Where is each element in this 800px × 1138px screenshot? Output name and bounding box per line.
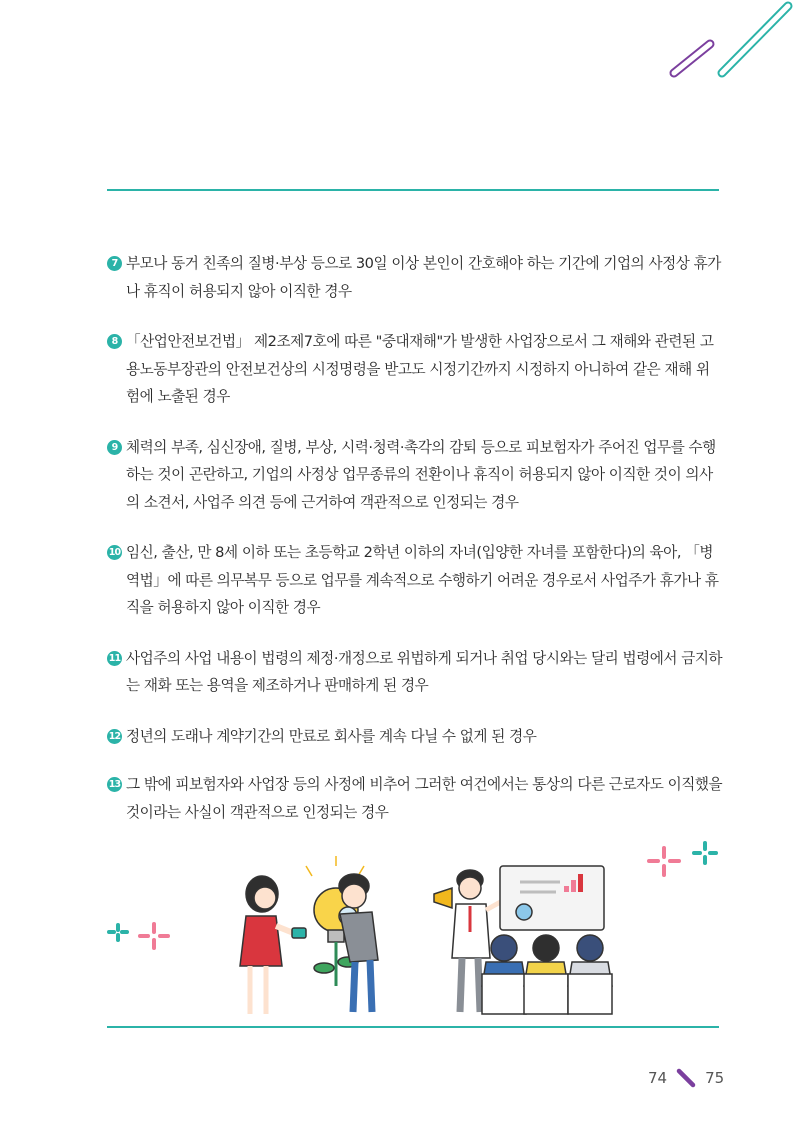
item-text: 임신, 출산, 만 8세 이하 또는 초등학교 2학년 이하의 자녀(입양한 자녀를 포함한다)의 육아, 「병역법」에 따른 의무복무 등으로 업무를 계속적으로 수행하기 어려운 경우로서 사업주가 휴가나 휴직을 허용하지 않아 이직한 경우 <box>126 544 719 616</box>
page-footer <box>648 1066 724 1090</box>
presentation-board-icon <box>500 866 604 930</box>
top-divider <box>107 189 719 191</box>
list-item <box>107 250 723 305</box>
item-number-badge: 13 <box>108 779 121 790</box>
list-item <box>107 771 723 826</box>
list-item <box>107 539 723 622</box>
bottom-divider <box>107 1026 719 1028</box>
list-item <box>107 434 723 517</box>
item-number-badge: 7 <box>107 256 122 271</box>
item-number-badge: 11 <box>108 652 121 664</box>
item-text: 정년의 도래나 계약기간의 만료로 회사를 계속 다닐 수 없게 된 경우 <box>126 727 537 745</box>
page-number-right: 75 <box>705 1069 725 1087</box>
item-text: 부모나 동거 친족의 질병·부상 등으로 30일 이상 본인이 간호해야 하는 기간에 기업의 사정상 휴가나 휴직이 허용되지 않아 이직한 경우 <box>126 255 721 300</box>
item-number-badge: 8 <box>107 334 122 349</box>
list-item <box>107 723 723 751</box>
item-text: 「산업안전보건법」 제2조제7호에 따른 "중대재해"가 발생한 사업장으로서 그 재해와 관련된 고용노동부장관의 안전보건상의 시정명령을 받고도 시정기간까지 시정하지 아니하여 같은 재해 위험에 노출된 경우 <box>126 333 714 405</box>
decorative-pencil-lines-icon <box>660 0 800 90</box>
item-text: 체력의 부족, 심신장애, 질병, 부상, 시력·청력·촉각의 감퇴 등으로 피보험자가 주어진 업무를 수행하는 것이 곤란하고, 기업의 사정상 업무종류의 전환이나 휴직이 허용되지 않아 이직한 것이 의사의 소견서, 사업주 의견 등에 근거하여 객관적으로 인정되는 경우 <box>126 438 716 511</box>
item-text: 사업주의 사업 내용이 법령의 제정·개정으로 위법하게 되거나 취업 당시와는 달리 법령에서 금지하는 재화 또는 용역을 제조하거나 판매하게 된 경우 <box>126 649 723 694</box>
slash-divider-icon <box>676 1068 696 1088</box>
list-item <box>107 645 723 700</box>
sparkle-icon <box>140 924 168 948</box>
item-number-badge: 12 <box>108 730 121 742</box>
woman-figure <box>240 876 306 1014</box>
sparkle-icon <box>109 925 127 940</box>
eligibility-list <box>107 250 723 849</box>
list-item <box>107 328 723 411</box>
item-number-badge: 9 <box>107 440 122 455</box>
audience-figures <box>482 935 612 1014</box>
item-text: 그 밖에 피보험자와 사업장 등의 사정에 비추어 그러한 여건에서는 통상의 다른 근로자도 이직했을 것이라는 사실이 객관적으로 인정되는 경우 <box>126 776 723 821</box>
sparkle-icon <box>694 843 716 863</box>
man-figure <box>339 874 378 1012</box>
sparkle-icon <box>649 848 679 875</box>
item-number-badge: 10 <box>108 547 121 558</box>
page-number-left: 74 <box>648 1069 668 1087</box>
illustration-people-idea-presentation <box>100 836 740 1032</box>
